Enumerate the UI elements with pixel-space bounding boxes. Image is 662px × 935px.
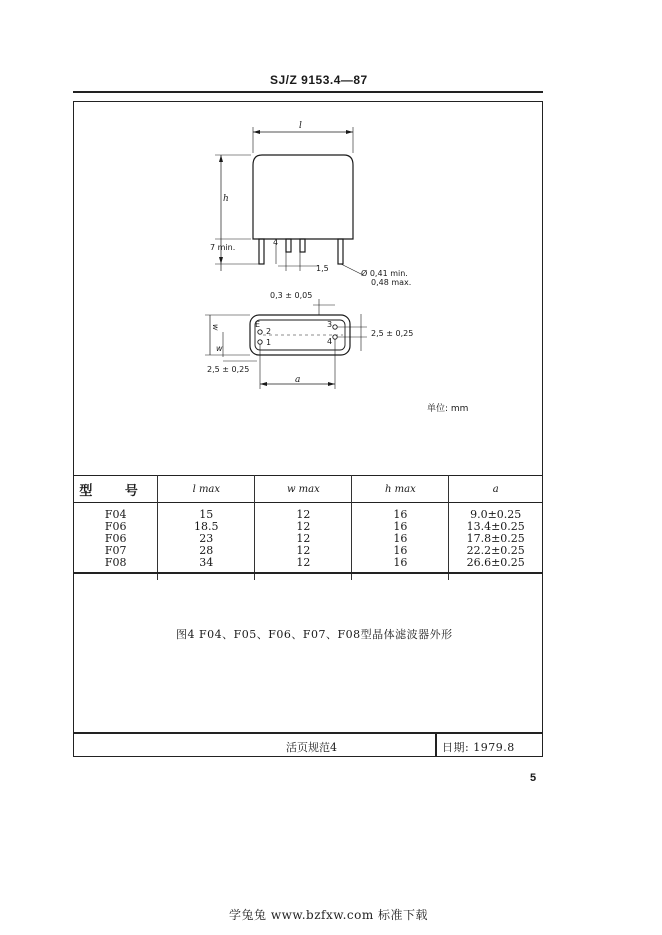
table-cell: 26.6±0.25: [466, 556, 525, 569]
col-h: [352, 503, 449, 581]
table-cell: 23: [199, 532, 214, 545]
outline-drawing: [73, 101, 543, 471]
pin-1-label: 1: [266, 338, 272, 347]
table-cell: 18.5: [194, 520, 219, 533]
front-view: [215, 127, 363, 275]
pin-2-hole: [258, 330, 262, 334]
a-label: a: [295, 375, 301, 385]
length-label: l: [299, 121, 302, 131]
length-arrow-left: [253, 130, 260, 134]
pin-4-hole: [333, 335, 337, 339]
height-label: h: [223, 194, 229, 204]
height-arrow-top: [219, 155, 223, 162]
unit-note: 单位: mm: [427, 404, 469, 414]
table-cell: F07: [104, 544, 127, 557]
footer-spec-label: 活页规范4: [286, 741, 337, 754]
table-cell: 12: [296, 532, 311, 545]
pin-3-label: 3: [327, 320, 333, 329]
standard-number: SJ/Z 9153.4—87: [270, 73, 368, 87]
figure-caption: 图4 F04、F05、F06、F07、F08型晶体滤波器外形: [176, 628, 453, 641]
table-cell: F06: [104, 532, 127, 545]
pin-spacing-right-label: 2,5 ± 0,25: [371, 329, 414, 338]
pin-e-label: E: [255, 320, 261, 329]
table-body: [74, 503, 542, 581]
pin-4-label: 4: [327, 337, 333, 346]
length-arrow-right: [346, 130, 353, 134]
dimension-table: [74, 475, 542, 580]
pin-2-label: 2: [266, 327, 272, 336]
width-label: w: [211, 324, 220, 331]
table-cell: 17.8±0.25: [466, 532, 525, 545]
table-cell: 12: [296, 544, 311, 557]
diameter-leader: [341, 264, 363, 275]
footer-date: 日期: 1979.8: [442, 741, 515, 754]
pin-spacing-left-label: 2,5 ± 0,25: [207, 365, 250, 374]
page-number: 5: [530, 772, 537, 784]
diameter-min-label: Ø 0,41 min.: [361, 269, 408, 278]
table-cell: 22.2±0.25: [466, 544, 525, 557]
a-arrow-right: [328, 382, 335, 386]
table-cell: 9.0±0.25: [470, 508, 522, 521]
table-bottom-rule: [73, 572, 543, 574]
table-header-row: [74, 476, 542, 503]
header-rule: [73, 91, 543, 93]
pin-1-hole: [258, 340, 262, 344]
table-cell: F04: [104, 508, 127, 521]
col-a: [449, 503, 542, 581]
inner-width-label: w: [216, 344, 223, 353]
watermark-text: 学兔兔 www.bzfxw.com 标准下载: [229, 908, 429, 922]
lead-right: [338, 239, 343, 264]
col-header-model: 型 号: [79, 483, 152, 499]
seven-min-arrow: [219, 257, 223, 264]
seven-min-label: 7 min.: [210, 243, 236, 252]
offset-label: 0,3 ± 0,05: [270, 291, 313, 300]
crystal-body-outline: [253, 155, 353, 239]
col-header-l: l max: [158, 476, 255, 503]
col-l: [158, 503, 255, 581]
table-cell: 28: [199, 544, 214, 557]
table-cell: 12: [296, 508, 311, 521]
table-cell: 12: [296, 520, 311, 533]
lead-mid-2: [300, 239, 305, 252]
col-header-h: h max: [352, 476, 449, 503]
footer-divider: [435, 733, 437, 757]
bottom-view: [205, 299, 367, 389]
pitch-label: 1,5: [316, 264, 329, 273]
table-cell: 34: [199, 556, 214, 569]
table-cell: 16: [393, 556, 408, 569]
table-cell: F08: [104, 556, 127, 569]
col-header-w: w max: [255, 476, 352, 503]
table-cell: F06: [104, 520, 127, 533]
col-w: [255, 503, 352, 581]
table-cell: 16: [393, 508, 408, 521]
diameter-max-label: 0,48 max.: [371, 278, 412, 287]
table-cell: 16: [393, 544, 408, 557]
pin-3-hole: [333, 325, 337, 329]
col-model: [74, 503, 158, 581]
table-cell: 16: [393, 532, 408, 545]
lead-left: [259, 239, 264, 264]
table-cell: 13.4±0.25: [466, 520, 525, 533]
table-cell: 16: [393, 520, 408, 533]
table-cell: 12: [296, 556, 311, 569]
footer-rule: [73, 732, 543, 734]
table-cell: 15: [199, 508, 214, 521]
lead-mid-1: [286, 239, 291, 252]
col-header-a: a: [449, 476, 542, 503]
a-arrow-left: [260, 382, 267, 386]
pin4-side-label: 4: [273, 238, 279, 247]
